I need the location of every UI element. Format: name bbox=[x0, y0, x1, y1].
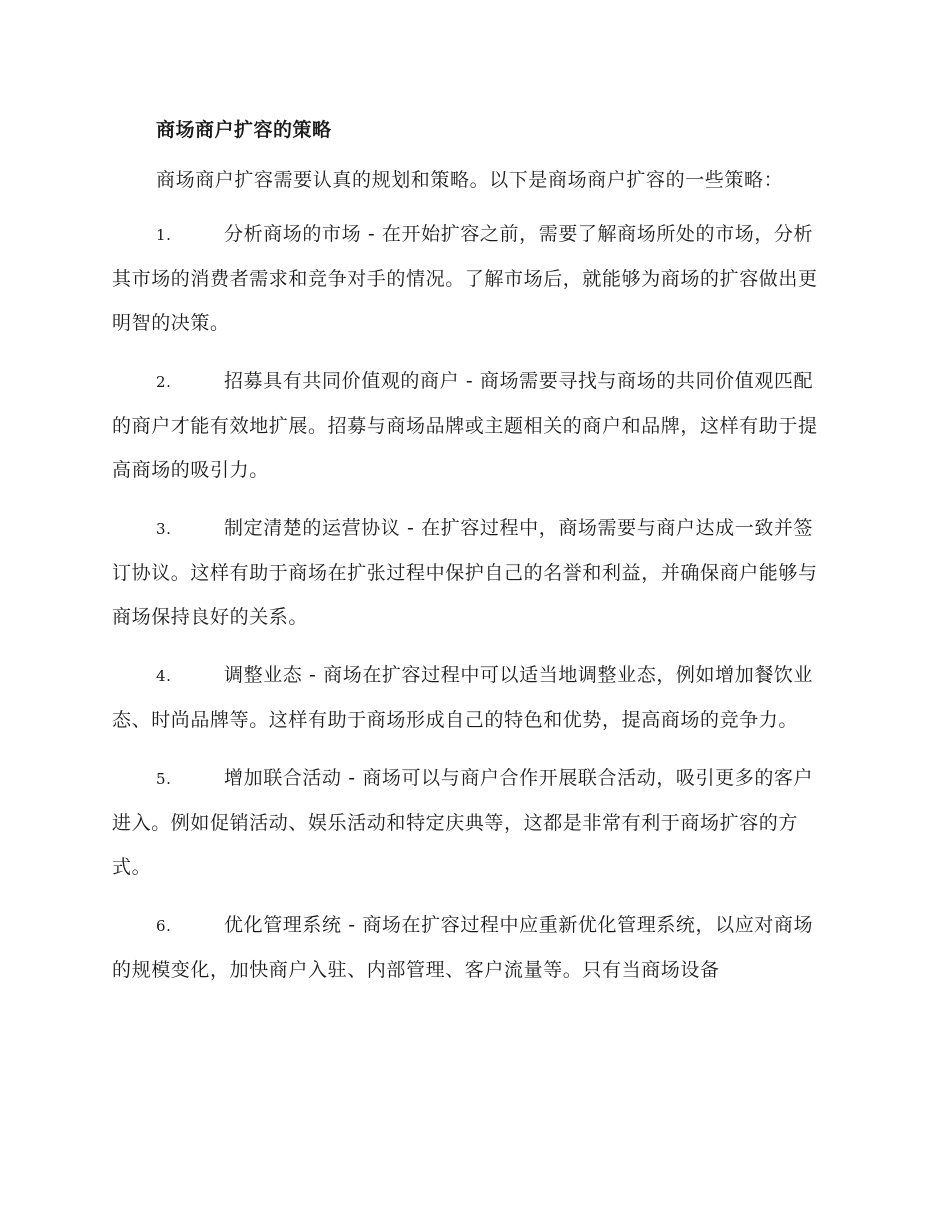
list-item-text: 优化管理系统 - 商场在扩容过程中应重新优化管理系统，以应对商场的规模变化，加快商户入驻、内部管理、客户流量等。只有当商场设备 bbox=[112, 914, 814, 981]
list-item-number: 2. bbox=[156, 373, 172, 391]
list-item-text: 分析商场的市场 - 在开始扩容之前，需要了解商场所处的市场，分析其市场的消费者需求和竞争对手的情况。了解市场后，就能够为商场的扩容做出更明智的决策。 bbox=[112, 223, 818, 334]
list-item-number: 3. bbox=[156, 520, 172, 538]
list-item-text: 招募具有共同价值观的商户 - 商场需要寻找与商场的共同价值观匹配的商户才能有效地扩展。招募与商场品牌或主题相关的商户和品牌，这样有助于提高商场的吸引力。 bbox=[112, 370, 818, 481]
list-item-number: 5. bbox=[156, 770, 172, 788]
document-body bbox=[112, 112, 832, 1006]
list-item-number: 1. bbox=[156, 226, 172, 244]
list-item-number: 6. bbox=[156, 917, 172, 935]
list-item bbox=[112, 903, 832, 992]
list-item bbox=[112, 756, 832, 889]
list-item bbox=[112, 212, 832, 345]
list-item bbox=[112, 653, 832, 742]
list-item-text: 调整业态 - 商场在扩容过程中可以适当地调整业态，例如增加餐饮业态、时尚品牌等。这样有助于商场形成自己的特色和优势，提高商场的竞争力。 bbox=[112, 664, 814, 731]
document-title: 商场商户扩容的策略 bbox=[156, 119, 332, 141]
list-item-text: 增加联合活动 - 商场可以与商户合作开展联合活动，吸引更多的客户进入。例如促销活动、娱乐活动和特定庆典等，这都是非常有利于商场扩容的方式。 bbox=[112, 767, 814, 878]
list-item-number: 4. bbox=[156, 667, 172, 685]
list-item bbox=[112, 506, 832, 639]
list-item bbox=[112, 359, 832, 492]
list-item-text: 制定清楚的运营协议 - 在扩容过程中，商场需要与商户达成一致并签订协议。这样有助于商场在扩张过程中保护自己的名誉和利益，并确保商户能够与商场保持良好的关系。 bbox=[112, 517, 818, 628]
intro-paragraph: 商场商户扩容需要认真的规划和策略。以下是商场商户扩容的一些策略： bbox=[156, 169, 784, 191]
